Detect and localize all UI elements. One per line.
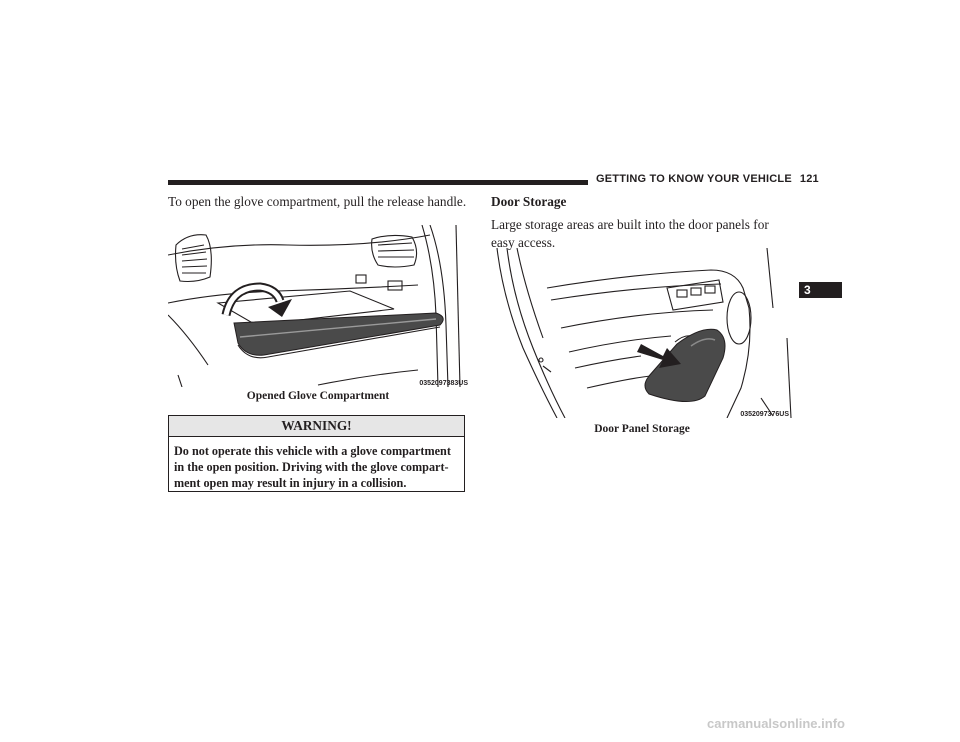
figure-id: 0352097383US	[419, 380, 468, 387]
header-rule	[168, 180, 588, 185]
watermark: carmanualsonline.info	[707, 716, 845, 731]
glove-compartment-figure	[168, 225, 468, 387]
glove-compartment-illustration	[168, 225, 468, 387]
running-header	[596, 173, 819, 185]
section-title: GETTING TO KNOW YOUR VEHICLE	[596, 173, 792, 185]
page-number: 121	[799, 173, 819, 185]
intro-paragraph: To open the glove compartment, pull the release handle.	[168, 194, 467, 209]
chapter-tab: 3	[799, 282, 842, 298]
figure-caption: Opened Glove Compartment	[246, 390, 390, 402]
door-panel-figure	[491, 248, 793, 418]
door-storage-paragraph: Large storage areas are built into the door panels for easy access.	[491, 217, 769, 250]
figure-id: 0352097376US	[740, 411, 789, 418]
warning-title: WARNING!	[169, 416, 464, 437]
door-panel-illustration	[491, 248, 793, 418]
section-heading: Door Storage	[491, 194, 567, 209]
warning-text: Do not operate this vehicle with a glove compartment in the open position. Driving with the glove compart-ment open may result in injury in a collision.	[174, 444, 451, 490]
figure-caption: Door Panel Storage	[594, 423, 690, 435]
warning-box	[168, 415, 465, 492]
